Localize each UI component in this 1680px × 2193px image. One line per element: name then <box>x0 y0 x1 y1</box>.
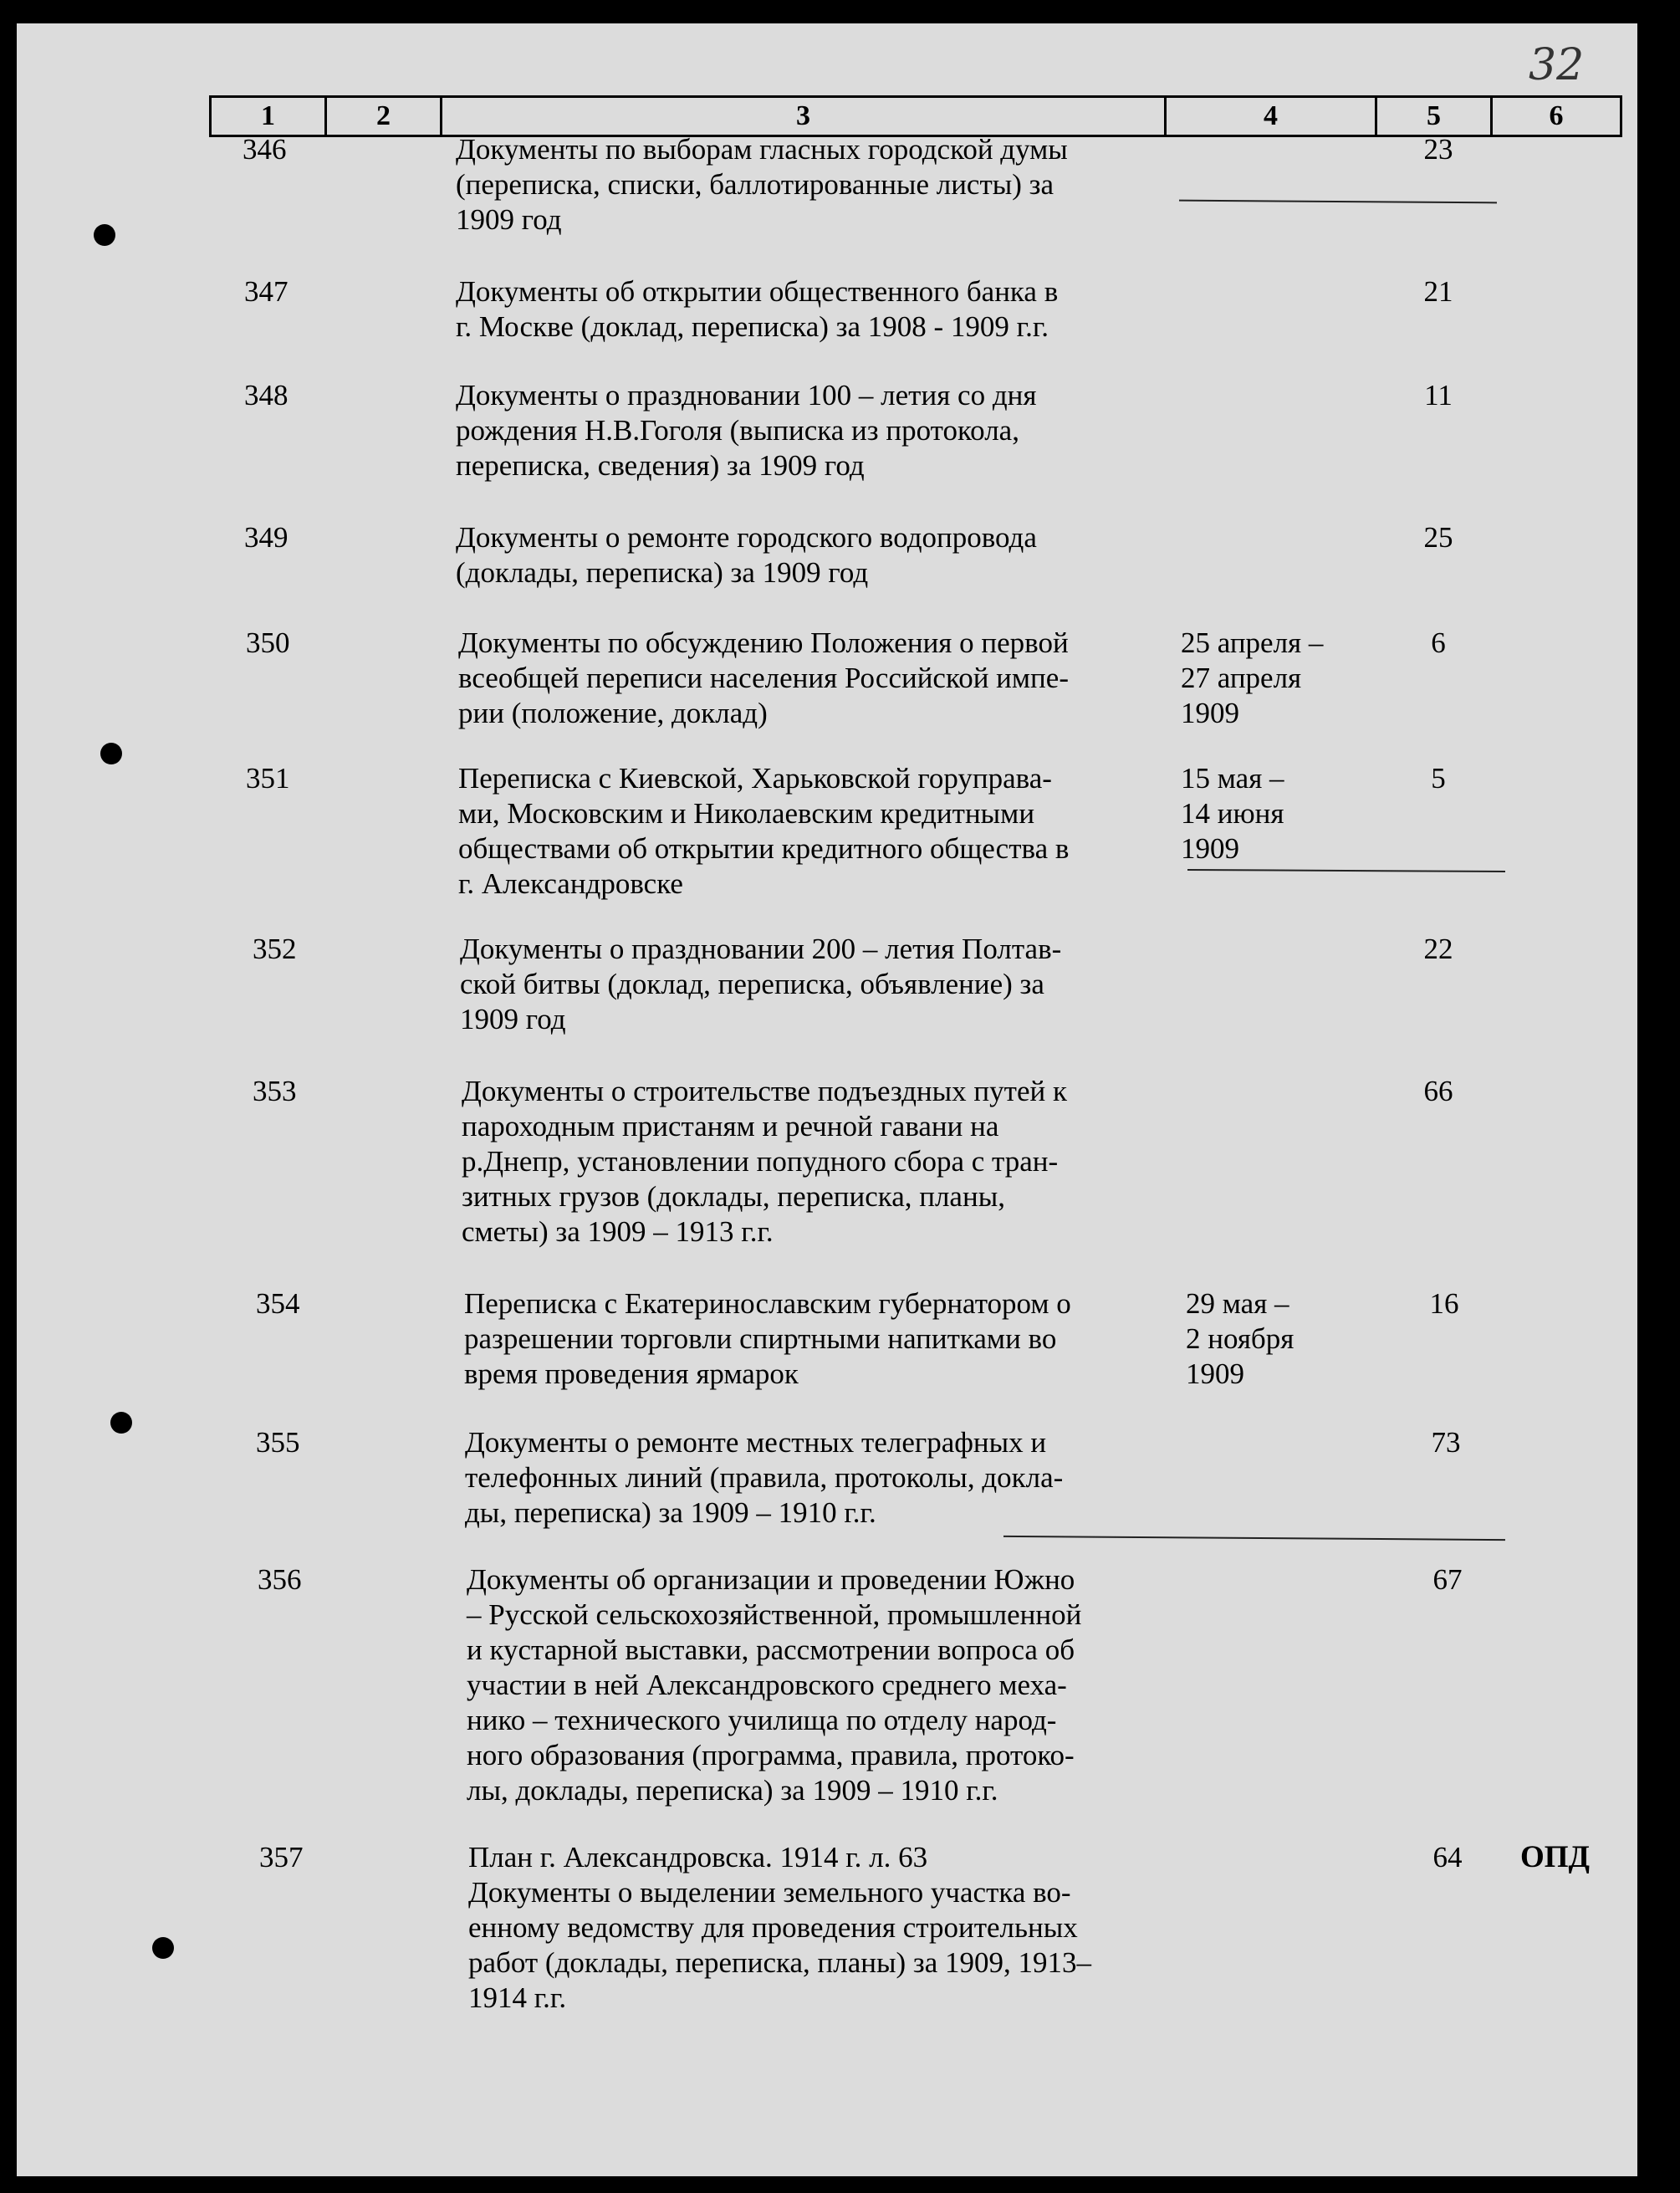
document-page <box>17 23 1637 2176</box>
record-number: 357 <box>259 1841 304 1874</box>
title-line: переписка, сведения) за 1909 год <box>456 449 865 482</box>
date-line: 1909 <box>1181 697 1239 729</box>
header-col-6: 6 <box>1549 100 1564 131</box>
page-number: 32 <box>1529 40 1585 90</box>
title-line: г. Александровске <box>458 867 683 900</box>
pen-underline <box>1179 200 1497 204</box>
record-number: 352 <box>253 933 297 965</box>
binder-hole <box>100 743 122 764</box>
title-line: г. Москве (доклад, переписка) за 1908 - 1909 г.г. <box>456 310 1049 343</box>
title-line: р.Днепр, установлении попудного сбора с тран- <box>462 1145 1059 1178</box>
title-line: рождения Н.В.Гоголя (выписка из протокола, <box>456 414 1019 447</box>
binder-hole <box>94 224 115 246</box>
date-line: 25 апреля – <box>1181 626 1324 659</box>
title-line: участии в ней Александровского среднего меха- <box>467 1669 1067 1701</box>
title-line: сметы) за 1909 – 1913 г.г. <box>462 1215 774 1248</box>
sheet-count: 5 <box>1431 762 1446 795</box>
title-line: Документы об организации и проведении Южно <box>467 1563 1075 1596</box>
title-line: – Русской сельскохозяйственной, промышленной <box>467 1598 1082 1631</box>
sheet-count: 23 <box>1423 133 1453 166</box>
record-note: ОПД <box>1520 1840 1591 1874</box>
record-number: 356 <box>258 1563 302 1596</box>
title-line: Документы о праздновании 200 – летия Полтав- <box>460 933 1062 965</box>
title-line: Документы по выборам гласных городской думы <box>456 133 1068 166</box>
record-title <box>456 520 1175 590</box>
record-number: 349 <box>244 521 289 554</box>
record-title <box>456 132 1175 238</box>
title-line: обществами об открытии кредитного общества в <box>458 832 1070 865</box>
title-line: работ (доклады, переписка, планы) за 1909, 1913– <box>468 1946 1092 1979</box>
title-line: и кустарной выставки, рассмотрении вопроса об <box>467 1633 1075 1666</box>
title-line: разрешении торговли спиртными напитками во <box>464 1322 1057 1355</box>
pen-underline <box>1187 869 1505 872</box>
record-title <box>468 1840 1187 2016</box>
binder-hole <box>152 1937 174 1959</box>
header-col-2: 2 <box>327 98 442 135</box>
binder-hole <box>110 1412 132 1434</box>
title-line: всеобщей переписи населения Российской импе- <box>458 662 1069 694</box>
date-line: 14 июня <box>1181 797 1284 830</box>
record-number: 346 <box>243 133 287 166</box>
title-line: зитных грузов (доклады, переписка, планы, <box>462 1180 1005 1213</box>
date-line: 1909 <box>1186 1357 1244 1390</box>
pen-underline <box>1003 1536 1505 1541</box>
sheet-count: 73 <box>1431 1426 1461 1459</box>
date-line: 1909 <box>1181 832 1239 865</box>
date-line: 29 мая – <box>1186 1287 1289 1320</box>
record-title <box>458 761 1177 902</box>
record-number: 355 <box>256 1426 300 1459</box>
title-line: Документы о ремонте городского водопровода <box>456 521 1037 554</box>
title-line: План г. Александровска. 1914 г. л. 63 <box>468 1841 928 1874</box>
record-dates <box>1181 626 1365 731</box>
title-line: нико – технического училища по отделу народ- <box>467 1704 1057 1736</box>
title-line: Переписка с Киевской, Харьковской горуправа- <box>458 762 1052 795</box>
title-line: рии (положение, доклад) <box>458 697 768 729</box>
title-line: Документы о выделении земельного участка во- <box>468 1876 1071 1909</box>
record-title <box>458 626 1177 731</box>
title-line: Документы о праздновании 100 – летия со дня <box>456 379 1037 412</box>
title-line: ми, Московским и Николаевским кредитными <box>458 797 1035 830</box>
title-line: ской битвы (доклад, переписка, объявление) за <box>460 968 1044 1000</box>
record-title <box>456 274 1175 345</box>
title-line: пароходным пристаням и речной гавани на <box>462 1110 999 1143</box>
title-line: (переписка, списки, баллотированные листы) за <box>456 168 1054 201</box>
header-col-4: 4 <box>1167 98 1377 135</box>
sheet-count: 67 <box>1432 1563 1463 1596</box>
header-col-1: 1 <box>212 98 327 135</box>
title-line: Переписка с Екатеринославским губернатором о <box>464 1287 1071 1320</box>
record-number: 347 <box>244 275 289 308</box>
record-title <box>462 1074 1181 1250</box>
date-line: 2 ноября <box>1186 1322 1294 1355</box>
title-line: енному ведомству для проведения строительных <box>468 1911 1078 1944</box>
record-title <box>460 932 1179 1037</box>
title-line: ного образования (программа, правила, протоко- <box>467 1739 1075 1771</box>
header-col-5: 5 <box>1377 98 1493 135</box>
record-title <box>464 1286 1183 1392</box>
sheet-count: 21 <box>1423 275 1453 308</box>
record-number: 348 <box>244 379 289 412</box>
title-line: 1909 год <box>456 203 562 236</box>
record-number: 351 <box>246 762 290 795</box>
sheet-count: 64 <box>1432 1841 1463 1874</box>
title-line: лы, доклады, переписка) за 1909 – 1910 г.г. <box>467 1774 998 1807</box>
sheet-count: 6 <box>1431 626 1446 659</box>
date-line: 15 мая – <box>1181 762 1284 795</box>
title-line: Документы об открытии общественного банка в <box>456 275 1059 308</box>
title-line: Документы о ремонте местных телеграфных и <box>465 1426 1047 1459</box>
sheet-count: 66 <box>1423 1075 1453 1107</box>
table-header <box>209 95 1622 137</box>
title-line: (доклады, переписка) за 1909 год <box>456 556 869 589</box>
record-title <box>467 1562 1186 1808</box>
sheet-count: 11 <box>1424 379 1453 412</box>
sheet-count: 16 <box>1429 1287 1459 1320</box>
record-title <box>465 1425 1184 1531</box>
title-line: 1909 год <box>460 1003 566 1035</box>
record-number: 350 <box>246 626 290 659</box>
record-title <box>456 378 1175 483</box>
date-line: 27 апреля <box>1181 662 1302 694</box>
sheet-count: 22 <box>1423 933 1453 965</box>
title-line: Документы по обсуждению Положения о первой <box>458 626 1069 659</box>
title-line: ды, переписка) за 1909 – 1910 г.г. <box>465 1496 876 1529</box>
header-col-3: 3 <box>442 98 1167 135</box>
sheet-count: 25 <box>1423 521 1453 554</box>
record-dates <box>1181 761 1365 866</box>
title-line: 1914 г.г. <box>468 1981 567 2014</box>
record-number: 354 <box>256 1287 300 1320</box>
title-line: время проведения ярмарок <box>464 1357 799 1390</box>
title-line: телефонных линий (правила, протоколы, докла- <box>465 1461 1064 1494</box>
title-line: Документы о строительстве подъездных путей к <box>462 1075 1067 1107</box>
record-number: 353 <box>253 1075 297 1107</box>
record-dates <box>1186 1286 1370 1392</box>
